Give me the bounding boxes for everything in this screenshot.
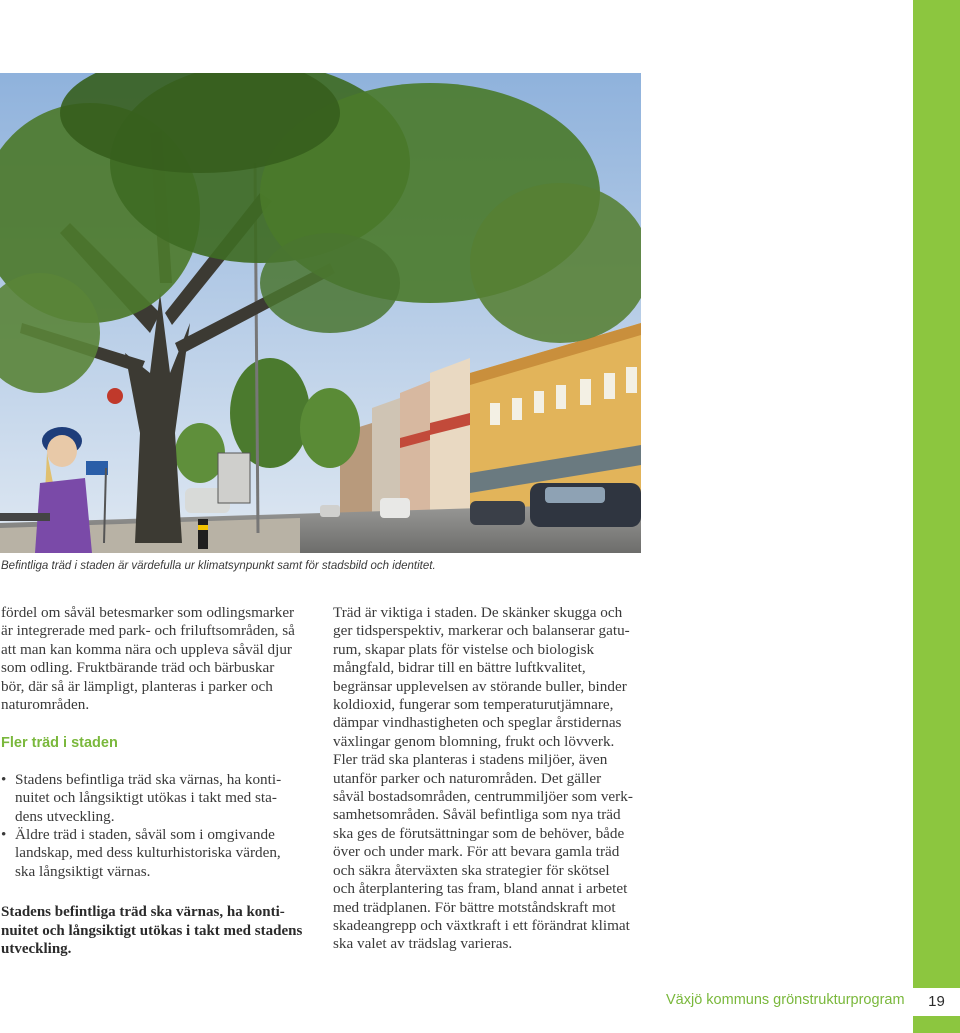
- text-line: naturområden.: [1, 696, 90, 714]
- text-line: fördel om såväl betesmarker som odlingsmarker: [1, 604, 295, 621]
- page-number: 19: [913, 988, 960, 1016]
- text-line: utveckling.: [1, 941, 72, 958]
- text-line: över och under mark. För att bevara gamla träd: [333, 843, 620, 861]
- text-line: samhetsområden. Såväl befintliga som nya träd: [333, 806, 621, 824]
- text-line: ska ges de förutsättningar som de behöver, både: [333, 824, 625, 842]
- green-side-bar-bottom: [913, 1016, 960, 1033]
- text-line: och säkra återväxten ska strategier för skötsel: [333, 861, 610, 879]
- intro-paragraph: [1, 604, 306, 714]
- text-line: Träd är viktiga i staden. De skänker skugga och: [333, 604, 623, 621]
- text-line: begränsar upplevelsen av störande buller, binder: [333, 677, 627, 695]
- text-line: dämpar vindhastigheten och speglar årstidernas: [333, 714, 622, 732]
- text-line: är integrerade med park- och friluftsområden, så: [1, 622, 295, 640]
- text-line: skadeangrepp och växtkraft i ett förändrat klimat: [333, 916, 630, 934]
- text-line: landskap, med dess kulturhistoriska värden,: [15, 844, 281, 862]
- text-line: dens utveckling.: [15, 807, 115, 825]
- bullet-icon: •: [1, 770, 7, 788]
- bullet-icon: •: [1, 826, 7, 844]
- section-heading: Fler träd i staden: [1, 735, 118, 752]
- text-line: ska långsiktigt värnas.: [15, 862, 151, 880]
- text-line: utanför parker och naturområden. Det gäller: [333, 769, 602, 787]
- text-line: ger tidsperspektiv, markerar och balanserar gatu-: [333, 622, 630, 640]
- text-line: Äldre träd i staden, såväl som i omgivande: [15, 826, 275, 844]
- text-line: mångfald, bidrar till en bättre luftkvalitet,: [333, 659, 586, 677]
- right-text-column: [333, 604, 643, 954]
- text-line: ska valet av trädslag varieras.: [333, 935, 513, 953]
- text-line: Fler träd ska planteras i stadens miljöer, även: [333, 751, 608, 769]
- text-line: Stadens befintliga träd ska värnas, ha konti-: [15, 770, 282, 788]
- text-line: bör, där så är lämpligt, planteras i parker och: [1, 677, 273, 695]
- body-paragraph: [333, 604, 643, 954]
- bullet-item: [1, 771, 306, 826]
- street-tree-photo: [0, 73, 641, 553]
- text-line: växlingar genom blomning, frukt och lövverk.: [333, 732, 615, 750]
- text-line: nuitet och långsiktigt utökas i takt med sta-: [15, 789, 277, 807]
- left-text-column: [1, 604, 306, 959]
- text-line: och återplantering tas fram, bland annat i arbetet: [333, 880, 628, 898]
- text-line: att man kan komma nära och uppleva såväl djur: [1, 640, 292, 658]
- bullet-item: [1, 826, 306, 881]
- green-side-bar: [913, 0, 960, 988]
- text-line: koldioxid, fungerar som temperaturutjämnare,: [333, 696, 614, 714]
- footer-title: Växjö kommuns grönstrukturprogram: [666, 992, 905, 1008]
- text-line: som odling. Fruktbärande träd och bärbuskar: [1, 659, 275, 677]
- text-line: med trädplanen. För bättre motståndskraft mot: [333, 898, 616, 916]
- emphasis-statement: [1, 903, 306, 958]
- photo-caption: Befintliga träd i staden är värdefulla ur klimatsynpunkt samt för stadsbild och identitet.: [1, 560, 436, 572]
- text-line: Stadens befintliga träd ska värnas, ha konti-: [1, 904, 285, 921]
- bullet-list: [1, 771, 306, 881]
- text-line: såväl bostadsområden, centrummiljöer som verk-: [333, 788, 633, 806]
- text-line: nuitet och långsiktigt utökas i takt med stadens: [1, 922, 303, 939]
- text-line: rum, skapar plats för vistelse och biologisk: [333, 640, 595, 658]
